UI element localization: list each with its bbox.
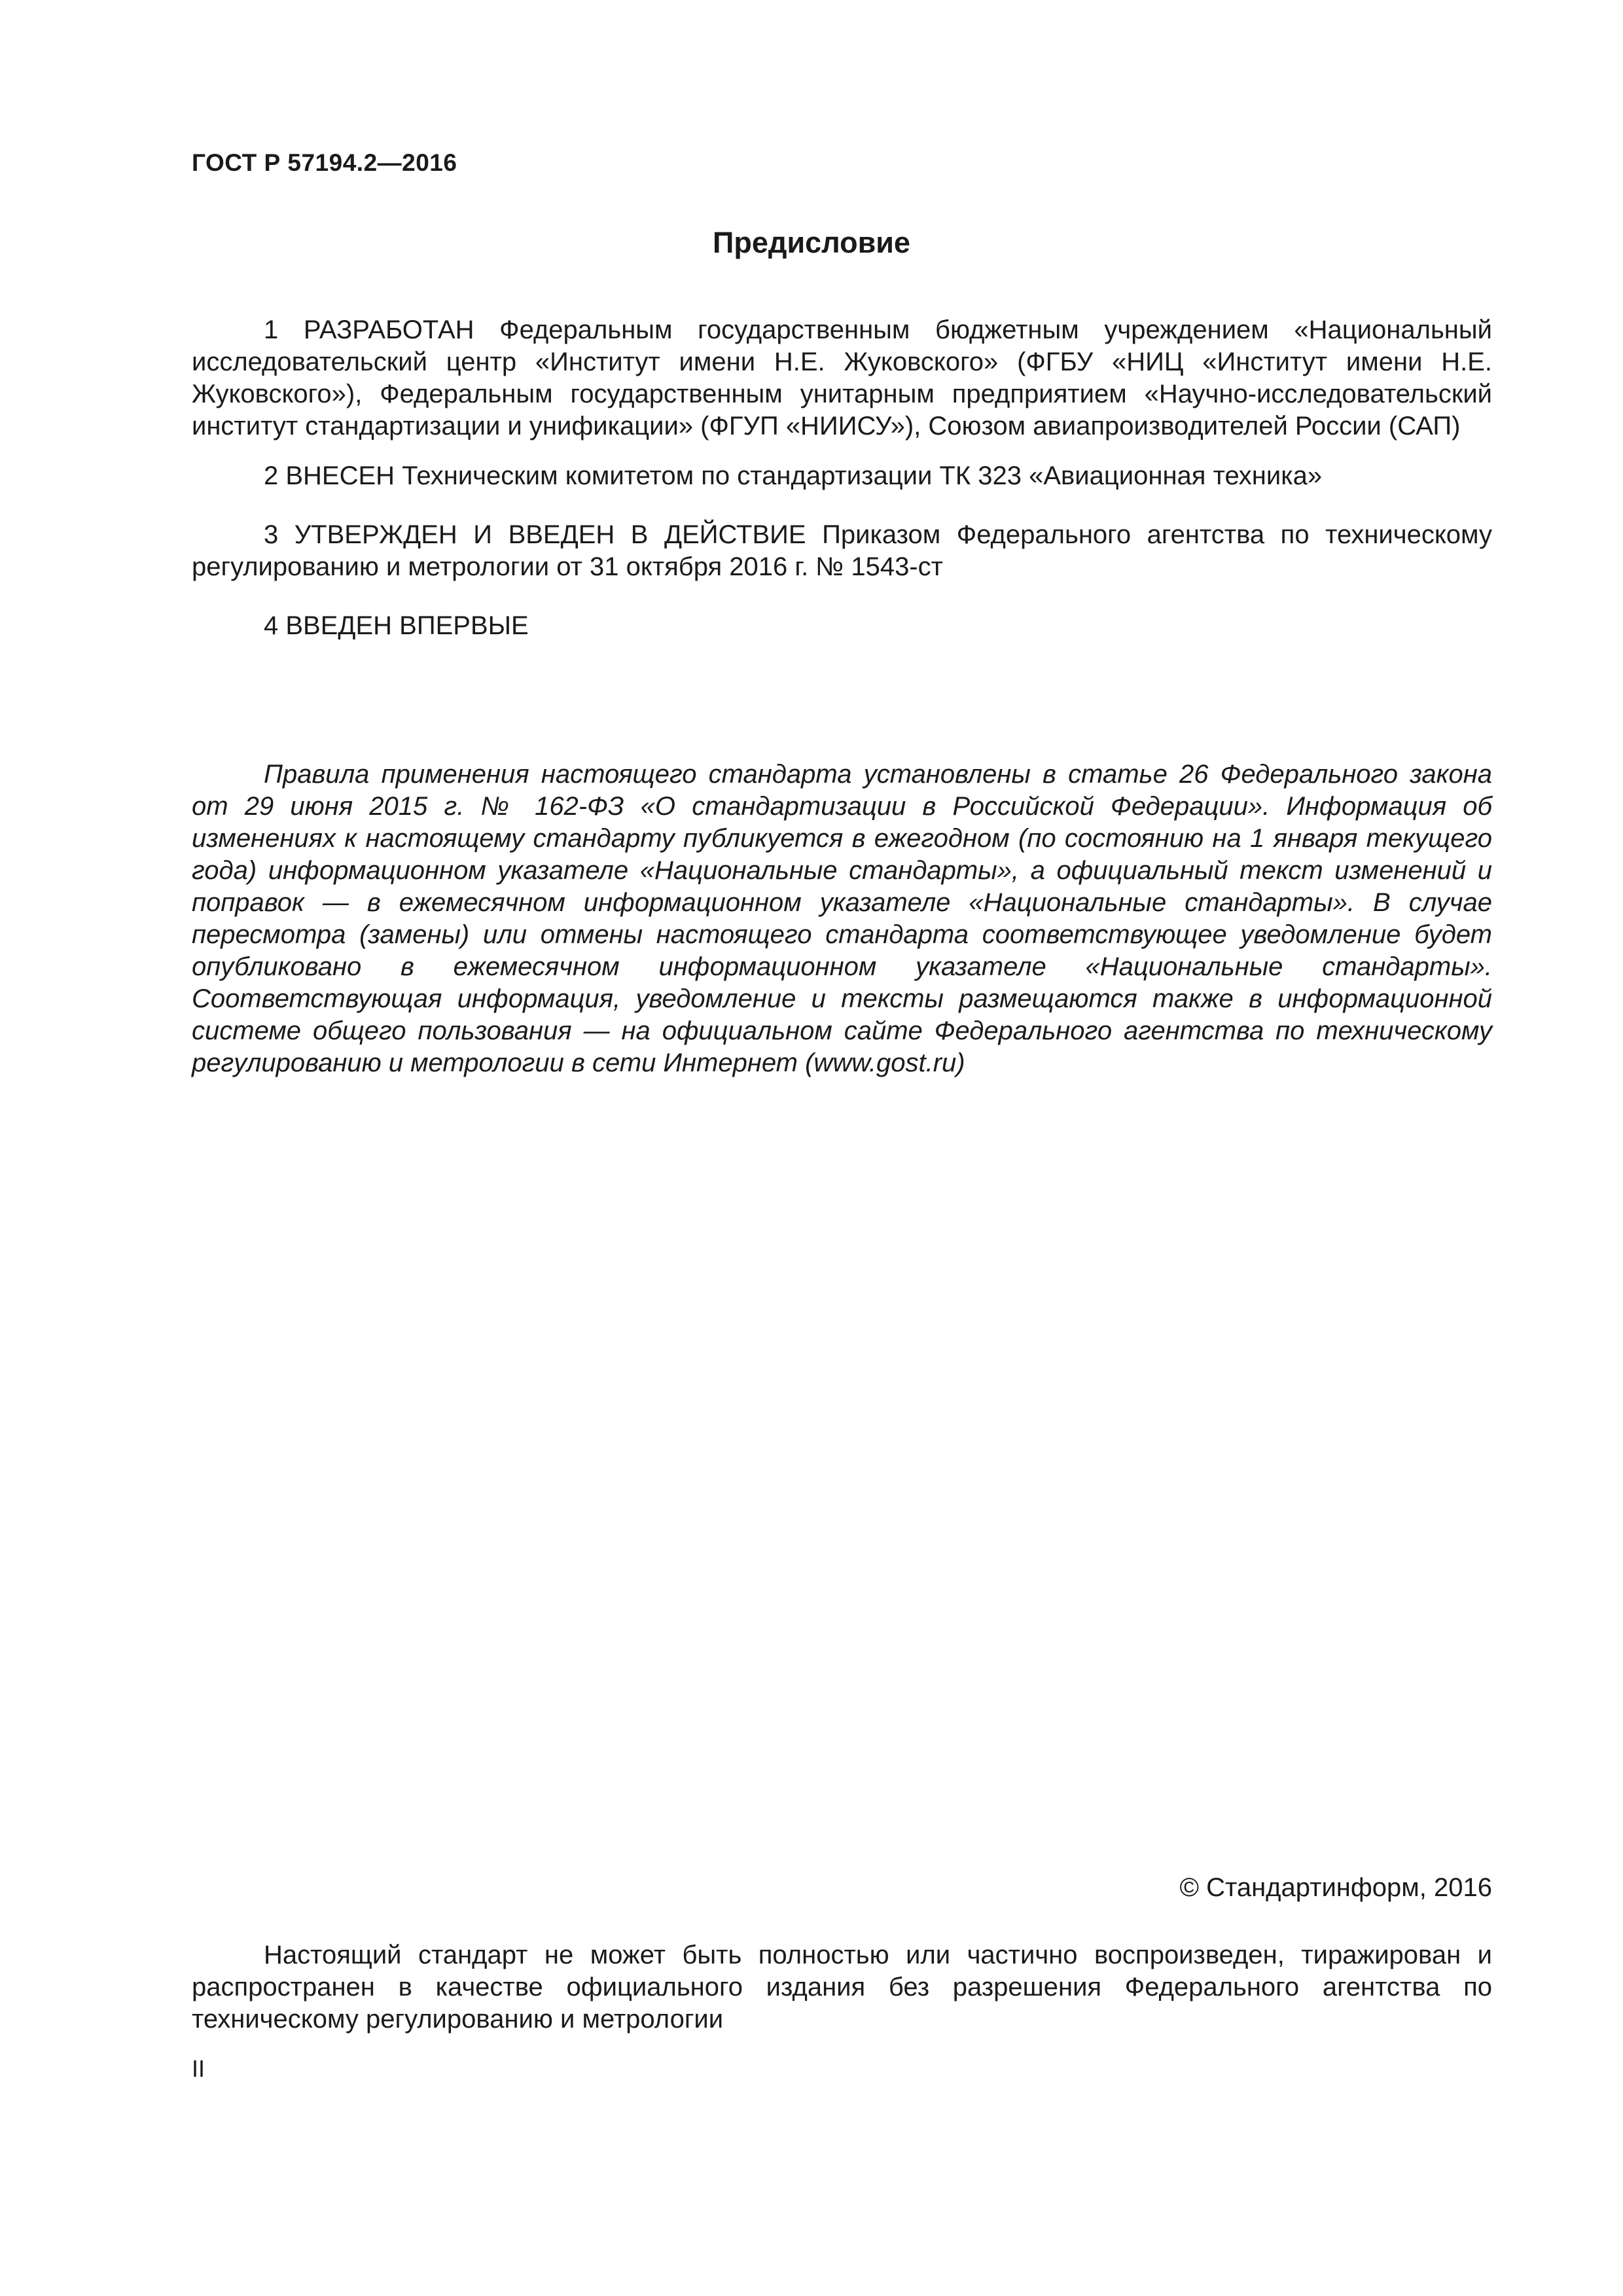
application-rules-notice: Правила применения настоящего стандарта установлены в статье 26 Федерального закона от 29 июня 2015 г. № 162-ФЗ «О стандартизации в Российской Федерации». Информация об изменениях к настоящему стандарту публикуется в ежегодном (по состоянию на 1 января текущего года) информационном указателе «Национальные стандарты», а официальный текст изменений и поправок — в ежемесячном информационном указателе «Национальные стандарты». В случае пересмотра (замены) или отмены настоящего стандарта соответствующее уведомление будет опубликовано в ежемесячном информационном указателе «Национальные стандарты». Соответствующая информация, уведомление и тексты размещаются также в информационной системе общего пользования — на официальном сайте Федерального агентства по техническому регулированию и метрологии в сети Интернет (www.gost.ru) (192, 760, 1492, 1077)
preface-item-introduced: 4 ВВЕДЕН ВПЕРВЫЕ (264, 611, 529, 640)
preface-item-submitted: 2 ВНЕСЕН Техническим комитетом по стандартизации ТК 323 «Авиационная техника» (264, 461, 1323, 490)
preface-item-developed: 1 РАЗРАБОТАН Федеральным государственным бюджетным учреждением «Национальный исследовательский центр «Институт имени Н.Е. Жуковского» (ФГБУ «НИЦ «Институт имени Н.Е. Жуковского»), Федеральным государственным унитарным предприятием «Научно-исследовательский институт стандартизации и унификации» (ФГУП «НИИСУ»), Союзом авиапроизводителей России (САП) (192, 315, 1492, 440)
document-code: ГОСТ Р 57194.2—2016 (192, 149, 457, 176)
preface-item-approved: 3 УТВЕРЖДЕН И ВВЕДЕН В ДЕЙСТВИЕ Приказом Федерального агентства по техническому регулированию и метрологии от 31 октября 2016 г. № 1543-ст (192, 520, 1492, 581)
page-title: Предисловие (713, 226, 910, 259)
copyright-line: © Стандартинформ, 2016 (1179, 1873, 1492, 1902)
reproduction-notice: Настоящий стандарт не может быть полностью или частично воспроизведен, тиражирован и распространен в качестве официального издания без разрешения Федерального агентства по техническому регулированию и метрологии (192, 1941, 1492, 2034)
page-number: II (192, 2055, 205, 2082)
